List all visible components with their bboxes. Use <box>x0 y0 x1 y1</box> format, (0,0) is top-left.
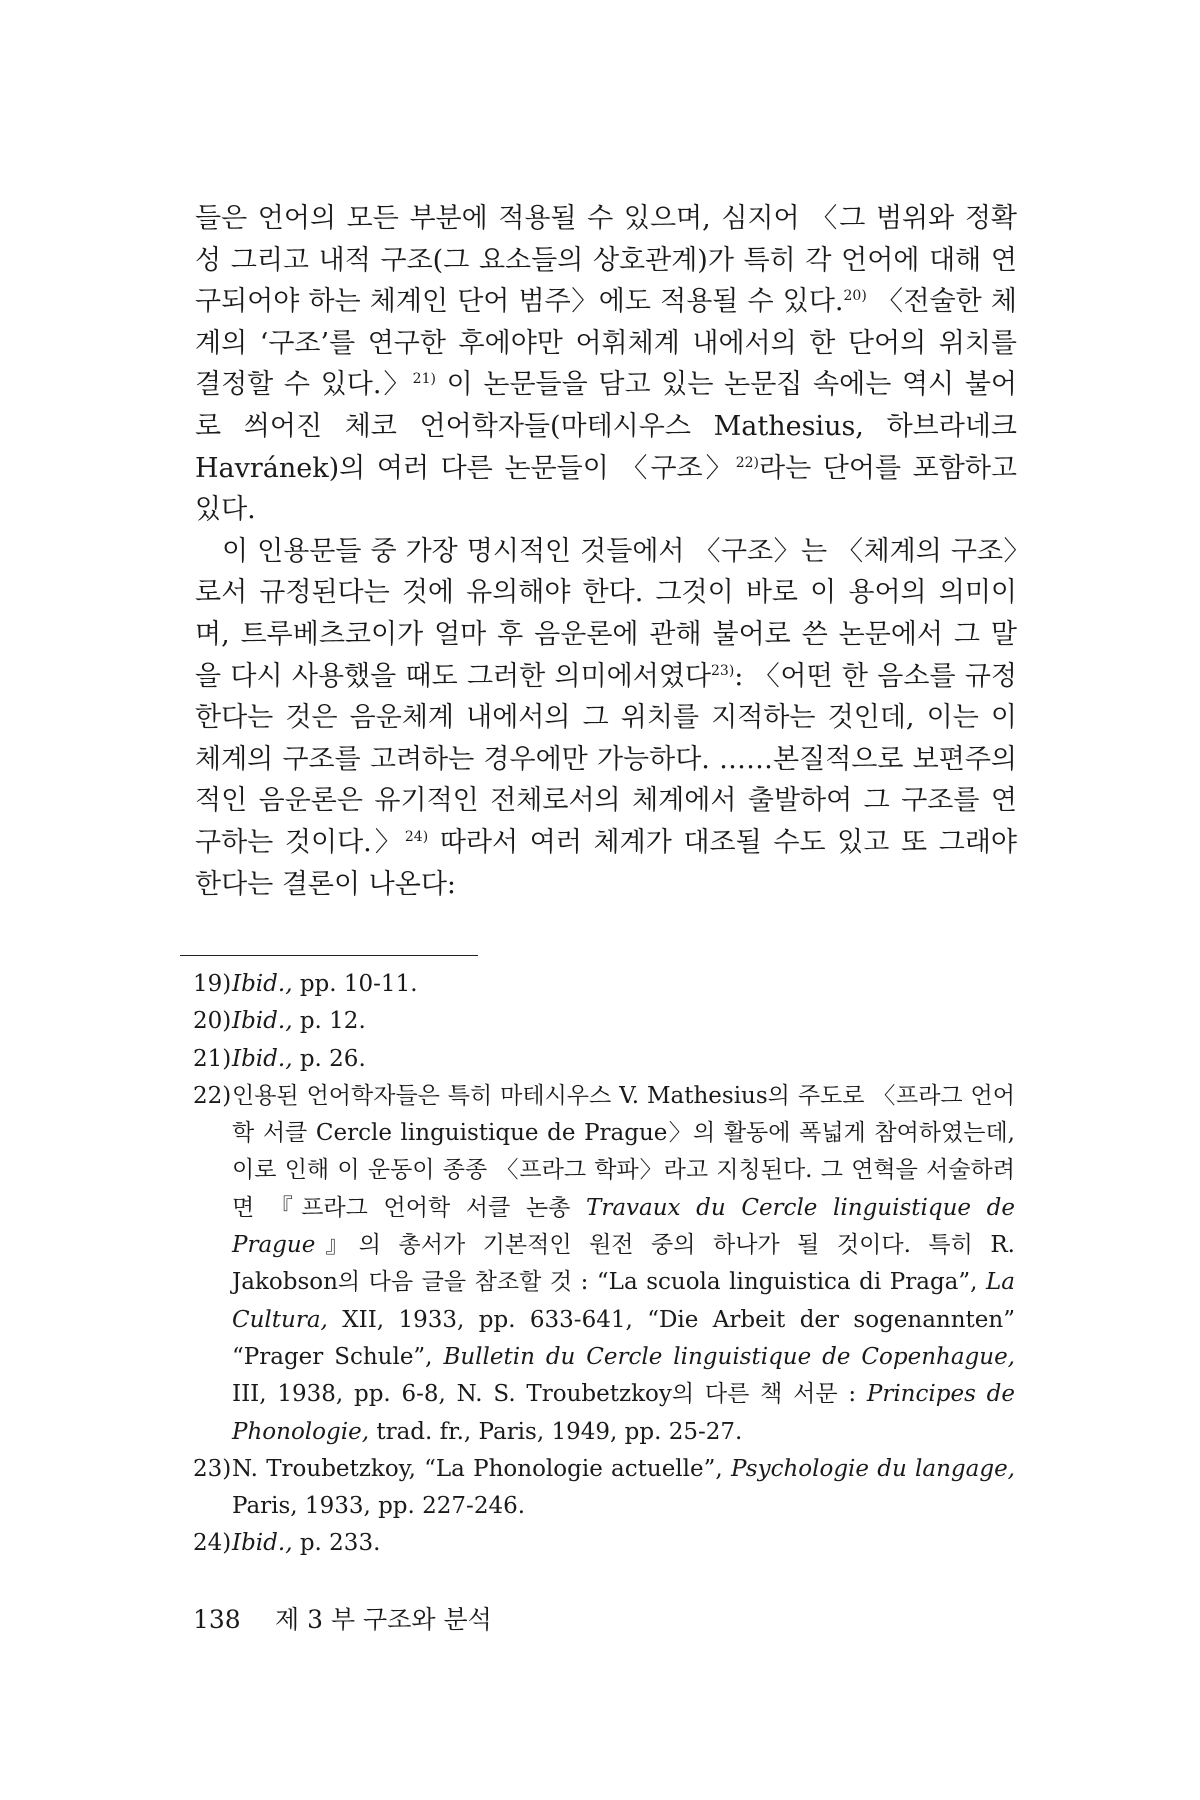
footnote-23: 23) N. Troubetzkoy, “La Phonologie actuelle”, Psychologie du langage, Paris, 1933, pp. 227-246. <box>193 1451 1015 1526</box>
footnote-ref-21: 21) <box>412 371 436 388</box>
main-text <box>195 198 1017 905</box>
page-footer <box>193 1600 492 1636</box>
footnote-21: 21) Ibid., p. 26. <box>193 1041 1015 1078</box>
footnote-ref-20: 20) <box>843 288 867 305</box>
footnote-20: 20) Ibid., p. 12. <box>193 1003 1015 1040</box>
footnote-number: 21) <box>193 1045 232 1072</box>
footnote-number: 23) <box>193 1455 232 1482</box>
footnotes <box>193 966 1015 1563</box>
paragraph-2: 이 인용문들 중 가장 명시적인 것들에서 〈구조〉는 〈체계의 구조〉로서 규정된다는 것에 유의해야 한다. 그것이 바로 이 용어의 의미이며, 트루베츠코이가 얼마 후 음운론에 관해 불어로 쓴 논문에서 그 말을 다시 사용했을 때도 그러한 의미에서였다$^{23)}$: 〈어떤 한 음소를 규정한다는 것은 음운체계 내에서의 그 위치를 지적하는 것인데, 이는 이 체계의 구조를 고려하는 경우에만 가능하다. ……본질적으로 보편주의적인 음운론은 유기적인 전체로서의 체계에서 출발하여 그 구조를 연구하는 것이다.〉$^{24)}$ 따라서 여러 체계가 대조될 수도 있고 또 그래야 한다는 결론이 나온다: <box>195 535 1017 900</box>
footnote-19: 19) Ibid., pp. 10-11. <box>193 966 1015 1003</box>
footnote-24: 24) Ibid., p. 233. <box>193 1525 1015 1562</box>
footnote-ref-22: 22) <box>735 454 759 471</box>
footnote-ref-23: 23) <box>711 662 735 679</box>
paragraph-1: 들은 언어의 모든 부분에 적용될 수 있으며, 심지어 〈그 범위와 정확성 그리고 내적 구조(그 요소들의 상호관계)가 특히 각 언어에 대해 연구되어야 하는 체계인 단어 범주〉에도 적용될 수 있다.$^{20)}$ 〈전술한 체계의 ‘구조’를 연구한 후에야만 어휘체계 내에서의 한 단어의 위치를 결정할 수 있다.〉$^{21)}$ 이 논문들을 담고 있는 논문집 속에는 역시 불어로 씌어진 체코 언어학자들(마테시우스 Mathesius, 하브라네크 Havránek)의 여러 다른 논문들이 〈구조〉$^{22)}$라는 단어를 포함하고 있다. <box>195 203 1017 526</box>
footnote-divider <box>180 955 478 956</box>
footnote-number: 22) <box>193 1082 232 1109</box>
footnote-22: 22) 인용된 언어학자들은 특히 마테시우스 V. Mathesius의 주도로 〈프라그 언어학 서클 Cercle linguistique de Prague〉의 활동에 폭넓게 참여하였는데, 이로 인해 이 운동이 종종 〈프라그 학파〉라고 지칭된다. 그 연혁을 서술하려면 『프라그 언어학 서클 논총 Travaux du Cercle linguistique de Prague』의 총서가 기본적인 원전 중의 하나가 될 것이다. 특히 R. Jakobson의 다음 글을 참조할 것 : “La scuola linguistica di Praga”, La Cultura, XII, 1933, pp. 633-641, “Die Arbeit der sogenannten” “Prager Schule”, Bulletin du Cercle linguistique de Copenhague, III, 1938, pp. 6-8, N. S. Troubetzkoy의 다른 책 서문 : Principes de Phonologie, trad. fr., Paris, 1949, pp. 25-27. <box>193 1078 1015 1451</box>
page-number: 138 <box>193 1605 241 1634</box>
footnote-number: 24) <box>193 1530 232 1557</box>
footnote-ref-24: 24) <box>404 828 429 845</box>
footnote-number: 20) <box>193 1008 232 1035</box>
footnote-number: 19) <box>193 971 232 997</box>
running-section-title: 제 3 부 구조와 분석 <box>275 1605 492 1634</box>
